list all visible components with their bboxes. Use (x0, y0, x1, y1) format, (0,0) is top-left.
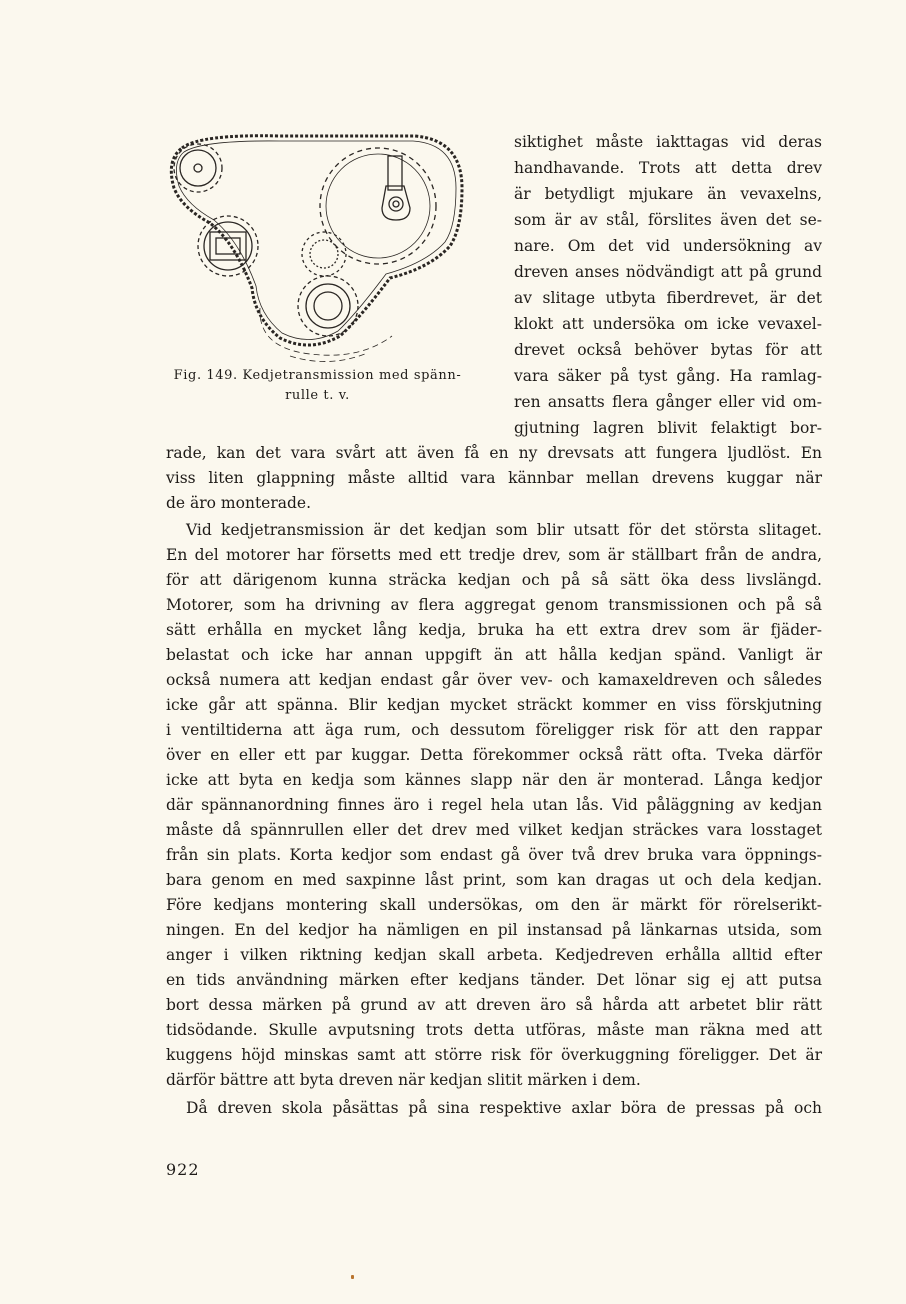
text-line: viss liten glappning måste alltid vara kännbar mellan drevens kuggar när (166, 469, 822, 487)
text-line: Då dreven skola påsättas på sina respektive axlar böra de pressas på och (186, 1099, 822, 1117)
text-line: icke att byta en kedja som kännes slapp när den är monterad. Långa kedjor (166, 771, 822, 789)
text-line: ren ansatts flera gånger eller vid om- (514, 393, 822, 411)
text-line: kuggens höjd minskas samt att större risk för överkuggning föreligger. Det är (166, 1046, 822, 1064)
text-line: rade, kan det vara svårt att även få en ny drevsats att fungera ljudlöst. En (166, 444, 822, 462)
text-line: som är av stål, förslites även det se- (514, 211, 822, 229)
page-number: 922 (166, 1160, 200, 1179)
text-line: där spännanordning finnes äro i regel hela utan lås. Vid påläggning av kedjan (166, 796, 822, 814)
text-line: bort dessa märken på grund av att dreven äro så hårda att arbetet blir rätt (166, 996, 822, 1014)
caption-line-1: Fig. 149. Kedjetransmission med spänn- (173, 368, 462, 383)
figure-caption (160, 366, 475, 406)
text-line: drevet också behöver bytas för att (514, 341, 822, 359)
chain-drive-figure (160, 128, 470, 368)
text-line: för att därigenom kunna sträcka kedjan och på så sätt öka dess livslängd. (166, 571, 822, 589)
caption-line-2: rulle t. v. (285, 388, 350, 403)
text-line: bara genom en med saxpinne låst print, som kan dragas ut och dela kedjan. (166, 871, 822, 889)
text-line: Vid kedjetransmission är det kedjan som blir utsatt för det största slitaget. (186, 521, 822, 539)
text-line: de äro monterade. (166, 494, 312, 512)
text-line: också numera att kedjan endast går över vev- och kamaxeldreven och således (166, 671, 822, 689)
chain-transmission-illustration (160, 128, 470, 368)
text-line: siktighet måste iakttagas vid deras (514, 133, 822, 151)
text-line: nare. Om det vid undersökning av (514, 237, 822, 255)
text-line: ningen. En del kedjor ha nämligen en pil instansad på länkarnas utsida, som (166, 921, 822, 939)
text-line: anger i vilken riktning kedjan skall arbeta. Kedjedreven erhålla alltid efter (166, 946, 822, 964)
text-line: Motorer, som ha drivning av flera aggregat genom transmissionen och på så (166, 596, 822, 614)
text-line: En del motorer har försetts med ett tredje drev, som är ställbart från de andra, (166, 546, 822, 564)
text-line: måste då spännrullen eller det drev med vilket kedjan sträckes vara losstaget (166, 821, 822, 839)
text-line: icke går att spänna. Blir kedjan mycket sträckt kommer en viss förskjutning (166, 696, 822, 714)
paper-speck (351, 1275, 354, 1279)
text-line: handhavande. Trots att detta drev (514, 159, 822, 177)
text-line: sätt erhålla en mycket lång kedja, bruka ha ett extra drev som är fjäder- (166, 621, 822, 639)
text-line: en tids användning märken efter kedjans tänder. Det lönar sig ej att putsa (166, 971, 822, 989)
text-line: tidsödande. Skulle avputsning trots detta utföras, måste man räkna med att (166, 1021, 822, 1039)
text-line: i ventiltiderna att äga rum, och dessutom föreligger risk för att den rappar (166, 721, 822, 739)
text-line: är betydligt mjukare än vevaxelns, (514, 185, 822, 203)
text-line: av slitage utbyta fiberdrevet, är det (514, 289, 822, 307)
text-line: därför bättre att byta dreven när kedjan slitit märken i dem. (166, 1071, 641, 1089)
text-line: vara säker på tyst gång. Ha ramlag- (514, 367, 822, 385)
text-line: belastat och icke har annan uppgift än att hålla kedjan spänd. Vanligt är (166, 646, 822, 664)
text-line: klokt att undersöka om icke vevaxel- (514, 315, 822, 333)
text-line: från sin plats. Korta kedjor som endast gå över två drev bruka vara öppnings- (166, 846, 822, 864)
text-line: över en eller ett par kuggar. Detta förekommer också rätt ofta. Tveka därför (166, 746, 822, 764)
text-line: dreven anses nödvändigt att på grund (514, 263, 822, 281)
text-line: gjutning lagren blivit felaktigt bor- (514, 419, 822, 437)
text-line: Före kedjans montering skall undersökas, om den är märkt för rörelserikt- (166, 896, 822, 914)
